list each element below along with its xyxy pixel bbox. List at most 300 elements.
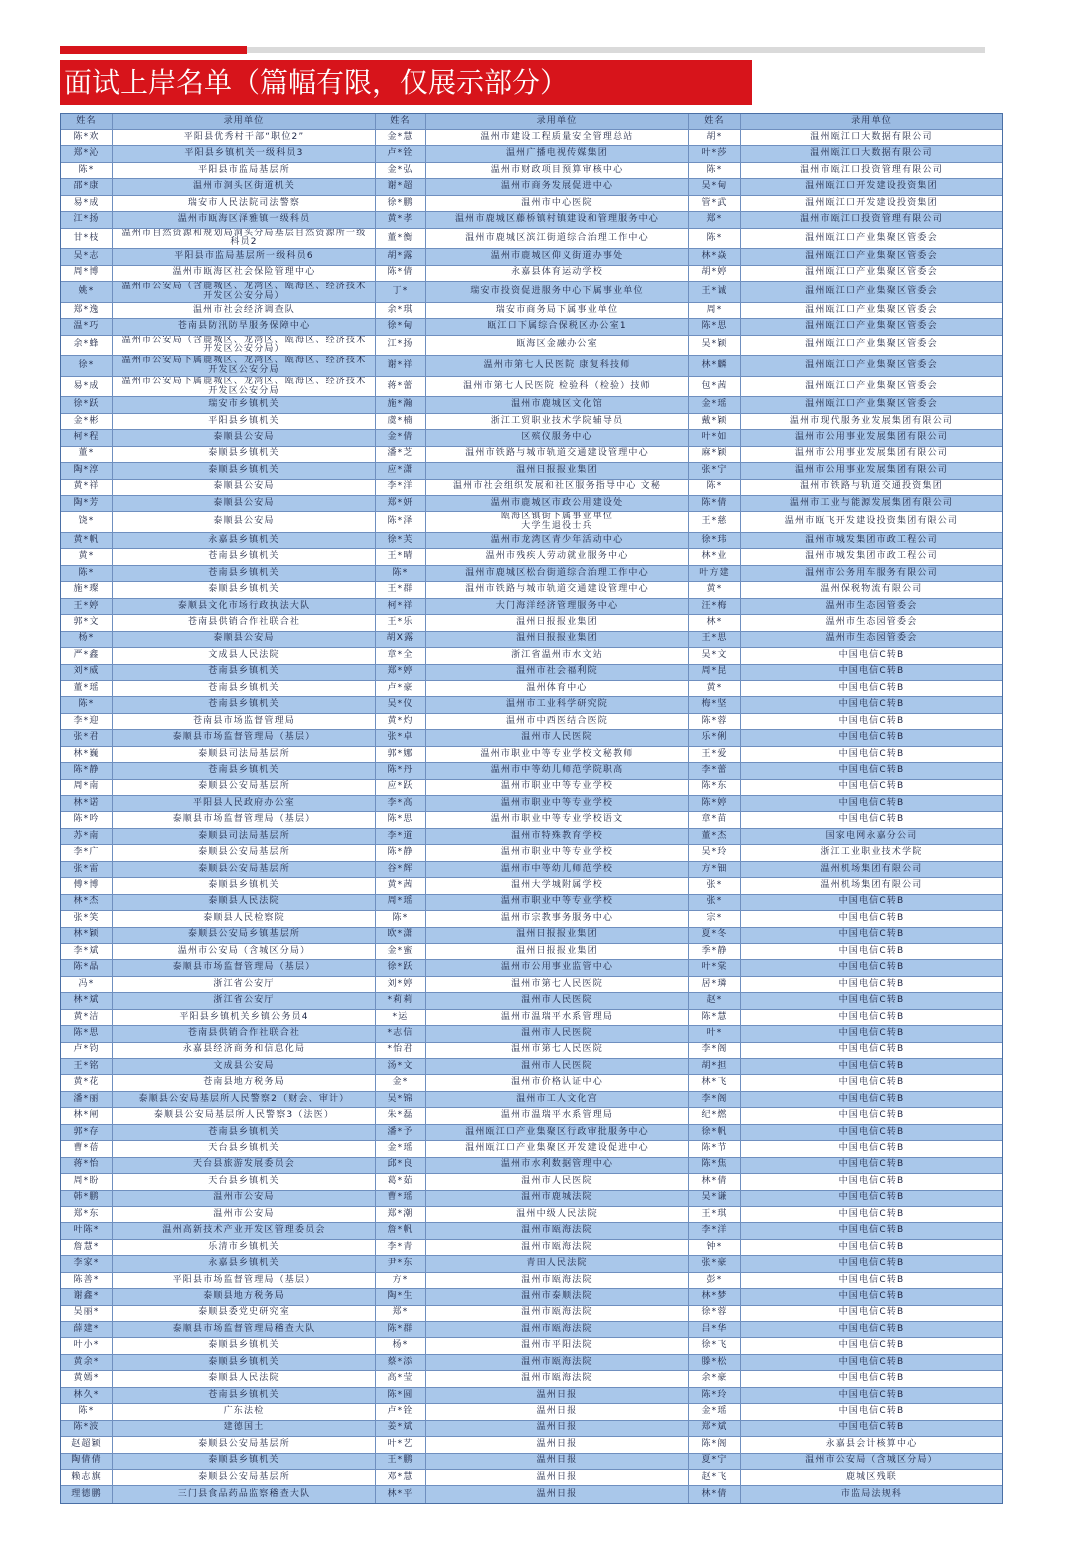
table-row xyxy=(61,763,1002,779)
unit-cell: 温州市职业中等专业学校语文 xyxy=(426,812,689,827)
name-cell: 王*乐 xyxy=(376,615,426,630)
name-cell: 李*蕾 xyxy=(689,763,741,778)
name-cell: 叶*莎 xyxy=(689,146,741,161)
unit-cell: 温州市鹿城区滨江街道综合治理工作中心 xyxy=(426,229,689,249)
table-row xyxy=(61,1289,1002,1305)
name-cell: 赖志旗 xyxy=(61,1470,113,1485)
unit-cell: 泰顺县市场监督管理局（基层） xyxy=(113,812,376,827)
unit-cell: 温州市生态园管委会 xyxy=(825,633,918,644)
table-row xyxy=(61,599,1002,615)
name-cell: 江*扬 xyxy=(376,336,426,356)
unit-cell: 温州市瓯江口投资管理有限公司 xyxy=(800,214,943,224)
unit-cell: 浙江省公安厅 xyxy=(113,977,376,992)
unit-cell: 大门海洋经济管理服务中心 xyxy=(426,599,689,614)
name-cell: 葛*茹 xyxy=(376,1174,426,1189)
name-cell: 江*扬 xyxy=(61,212,113,227)
name-cell: 王*琪 xyxy=(689,1207,741,1222)
table-row xyxy=(61,747,1002,763)
unit-cell: 建德国土 xyxy=(113,1421,376,1436)
name-cell: 薛建* xyxy=(61,1322,113,1337)
name-cell: 李*洋 xyxy=(376,480,426,495)
unit-cell: 泰顺县委党史研究室 xyxy=(113,1306,376,1321)
unit-cell: 永嘉县经济商务和信息化局 xyxy=(113,1043,376,1058)
name-cell: 欧*潇 xyxy=(376,928,426,943)
unit-cell: 温州市瓯海法院 xyxy=(426,1273,689,1288)
name-cell: 邓*慧 xyxy=(376,1470,426,1485)
unit-cell: 温州市价格认证中心 xyxy=(426,1075,689,1090)
unit-cell: 国家电网永嘉分公司 xyxy=(825,830,918,841)
unit-cell: 泰顺县公安局 xyxy=(113,480,376,495)
name-cell: 詹慧* xyxy=(61,1240,113,1255)
name-cell: 陈* xyxy=(689,229,741,249)
unit-cell: 泰顺县公安局基层所人民警察3（法医） xyxy=(113,1108,376,1123)
name-cell: 杨* xyxy=(61,632,113,647)
unit-cell: 温州市公安局（含鹿城区、龙湾区、瓯海区、经济技术开发区公安分局） xyxy=(113,336,376,356)
unit-cell: 温州市职业中等专业学校 xyxy=(426,895,689,910)
table-row xyxy=(61,336,1002,357)
name-cell: 陈* xyxy=(61,163,113,178)
table-row xyxy=(61,414,1002,430)
name-cell: 胡*露 xyxy=(376,249,426,264)
table-row xyxy=(61,146,1002,162)
name-cell: 陈*思 xyxy=(376,812,426,827)
name-cell: 梅*坚 xyxy=(689,697,741,712)
name-cell: 彭* xyxy=(689,1273,741,1288)
unit-cell: 中国电信C转B xyxy=(838,666,905,677)
table-row xyxy=(61,377,1002,398)
name-cell: 董*衡 xyxy=(376,229,426,249)
unit-cell: 中国电信C转B xyxy=(838,1406,905,1416)
unit-cell: 泰顺县公安局基层所 xyxy=(113,845,376,860)
table-row xyxy=(61,430,1002,446)
unit-cell: 瑞安市商务局下属事业单位 xyxy=(426,303,689,318)
unit-cell: 天台县乡镇机关 xyxy=(113,1174,376,1189)
name-cell: 张*卓 xyxy=(376,730,426,745)
name-cell: 郑*潮 xyxy=(376,1207,426,1222)
name-cell: *运 xyxy=(376,1010,426,1025)
name-cell: 陈*慧 xyxy=(689,1010,741,1025)
name-cell: 金*弘 xyxy=(376,163,426,178)
name-cell: 李*道 xyxy=(376,829,426,844)
unit-cell: 苍南县乡镇机关 xyxy=(113,681,376,696)
table-row xyxy=(61,1207,1002,1223)
name-cell: 尹*东 xyxy=(376,1256,426,1271)
table-row xyxy=(61,319,1002,335)
unit-cell: 天台县旅游发展委员会 xyxy=(113,1158,376,1173)
unit-cell: 温州市中等幼儿师范学院职高 xyxy=(426,763,689,778)
unit-cell: 平阳县市监局基层所一级科员6 xyxy=(113,249,376,264)
name-cell: 林*诺 xyxy=(61,796,113,811)
name-cell: 蔡*添 xyxy=(376,1355,426,1370)
unit-cell: 温州市工业科学研究院 xyxy=(426,697,689,712)
name-cell: 王*婷 xyxy=(61,599,113,614)
name-cell: 蒋*怡 xyxy=(61,1158,113,1173)
unit-cell: 中国电信C转B xyxy=(838,797,905,808)
unit-cell: 中国电信C转B xyxy=(838,1241,905,1252)
unit-cell: 温州日报 xyxy=(426,1437,689,1452)
unit-cell: 温州瓯江口产业集聚区管委会 xyxy=(805,267,938,278)
unit-cell: 平阳县市场监督管理局（基层） xyxy=(113,1273,376,1288)
name-cell: 王*群 xyxy=(376,582,426,597)
name-cell: 张* xyxy=(689,895,741,910)
unit-cell: 中国电信C转B xyxy=(838,748,905,759)
unit-cell: 中国电信C转B xyxy=(838,1175,905,1186)
unit-cell: 中国电信C转B xyxy=(838,1389,905,1400)
header-name-cell: 姓名 xyxy=(689,114,741,129)
table-row xyxy=(61,665,1002,681)
name-cell: 林*梦 xyxy=(689,1289,741,1304)
unit-cell: 温州市职业中等专业学校文秘教师 xyxy=(426,747,689,762)
name-cell: 金*瑶 xyxy=(689,1404,741,1419)
table-row xyxy=(61,1470,1002,1486)
unit-cell: 苍南县乡镇机关 xyxy=(113,763,376,778)
unit-cell: 温州日报报业集团 xyxy=(426,928,689,943)
name-cell: 李*青 xyxy=(376,1240,426,1255)
name-cell: 潘*予 xyxy=(376,1125,426,1140)
name-cell: 徐*飞 xyxy=(689,1338,741,1353)
table-row xyxy=(61,944,1002,960)
unit-cell: 温州市瓯海法院 xyxy=(426,1322,689,1337)
unit-cell: 苍南县乡镇机关 xyxy=(113,1125,376,1140)
unit-cell: 温州市铁路与城市轨道交通建设管理中心 xyxy=(426,582,689,597)
name-cell: 陈*倩 xyxy=(689,496,741,511)
table-row xyxy=(61,212,1002,228)
name-cell: 叶*棠 xyxy=(689,960,741,975)
name-cell: 卢*豪 xyxy=(376,681,426,696)
header-name-cell: 姓名 xyxy=(376,114,426,129)
name-cell: 杨* xyxy=(376,1338,426,1353)
name-cell: 胡*担 xyxy=(689,1059,741,1074)
name-cell: 乐*俐 xyxy=(689,730,741,745)
unit-cell: 瑞安市投资促进服务中心下属事业单位 xyxy=(426,282,689,302)
unit-cell: 中国电信C转B xyxy=(838,1044,905,1055)
unit-cell: 温州市瓯江口投资管理有限公司 xyxy=(800,164,943,175)
unit-cell: 中国电信C转B xyxy=(838,912,905,923)
table-row xyxy=(61,862,1002,878)
unit-cell: 温州市生态园管委会 xyxy=(825,600,918,611)
name-cell: 陈*玲 xyxy=(689,1388,741,1403)
name-cell: 徐*跃 xyxy=(376,960,426,975)
name-cell: 姚* xyxy=(61,282,113,302)
unit-cell: 永嘉县乡镇机关 xyxy=(113,1256,376,1271)
name-cell: 汪*梅 xyxy=(689,599,741,614)
name-cell: 徐*跃 xyxy=(61,397,113,412)
table-row xyxy=(61,1059,1002,1075)
title-banner xyxy=(60,60,752,105)
table-row xyxy=(61,1338,1002,1354)
name-cell: 蒋*蕾 xyxy=(376,377,426,397)
name-cell: 李家* xyxy=(61,1256,113,1271)
name-cell: 郑* xyxy=(689,212,741,227)
table-row xyxy=(61,1306,1002,1322)
unit-cell: 温州广播电视传媒集团 xyxy=(426,146,689,161)
table-row xyxy=(61,1092,1002,1108)
name-cell: 周*南 xyxy=(61,780,113,795)
unit-cell: 苍南县防汛防旱服务保障中心 xyxy=(113,319,376,334)
table-row xyxy=(61,1108,1002,1124)
unit-cell: 中国电信C转B xyxy=(838,1011,905,1022)
unit-cell: 苍南县地方税务局 xyxy=(113,1075,376,1090)
name-cell: 丁* xyxy=(376,282,426,302)
name-cell: 苏*南 xyxy=(61,829,113,844)
unit-cell: 温州市城发集团市政工程公司 xyxy=(805,551,938,562)
unit-cell: 浙江省温州市水文站 xyxy=(426,648,689,663)
name-cell: 黄* xyxy=(689,582,741,597)
name-cell: 陶*芳 xyxy=(61,496,113,511)
name-cell: 陈*焦 xyxy=(689,1158,741,1173)
name-cell: 吴丽* xyxy=(61,1306,113,1321)
name-cell: 潘*芝 xyxy=(376,447,426,462)
name-cell: 赵超颖 xyxy=(61,1437,113,1452)
unit-cell: 瑞安市人民法院司法警察 xyxy=(113,196,376,211)
page-title: 面试上岸名单（篇幅有限，仅展示部分） xyxy=(64,66,569,99)
unit-cell: 浙江省公安厅 xyxy=(113,993,376,1008)
unit-cell: 中国电信C转B xyxy=(838,929,905,940)
unit-cell: 文成县公安局 xyxy=(113,1059,376,1074)
name-cell: 林*飞 xyxy=(689,1075,741,1090)
name-cell: 章*苗 xyxy=(689,812,741,827)
name-cell: 董* xyxy=(61,447,113,462)
unit-cell: 平阳县人民政府办公室 xyxy=(113,796,376,811)
unit-cell: 温州市工业与能源发展集团有限公司 xyxy=(789,497,954,508)
name-cell: 赵*飞 xyxy=(689,1470,741,1485)
table-row xyxy=(61,960,1002,976)
unit-cell: 温州日报 xyxy=(426,1388,689,1403)
name-cell: 李*高 xyxy=(376,796,426,811)
unit-cell: 温州市泰顺法院 xyxy=(426,1289,689,1304)
unit-cell: 温州市瓯海法院 xyxy=(426,1371,689,1386)
name-cell: 陈*丹 xyxy=(376,763,426,778)
name-cell: 李*迎 xyxy=(61,714,113,729)
unit-cell: 温州市人民医院 xyxy=(426,1059,689,1074)
name-cell: 施*瀚 xyxy=(376,397,426,412)
name-cell: 黄嫣* xyxy=(61,1371,113,1386)
table-row xyxy=(61,1158,1002,1174)
unit-cell: 温州体育中心 xyxy=(426,681,689,696)
unit-cell: 泰顺县司法局基层所 xyxy=(113,829,376,844)
name-cell: 陈*思 xyxy=(61,1026,113,1041)
unit-cell: 浙江工贸职业技术学院辅导员 xyxy=(426,414,689,429)
name-cell: 曹*蓓 xyxy=(61,1141,113,1156)
table-row xyxy=(61,1355,1002,1371)
table-row xyxy=(61,480,1002,496)
unit-cell: 温州市人民医院 xyxy=(426,1174,689,1189)
unit-cell: 温州市瓯海法院 xyxy=(426,1240,689,1255)
unit-cell: 中国电信C转B xyxy=(838,1356,905,1367)
table-row xyxy=(61,1273,1002,1289)
name-cell: 林*业 xyxy=(689,549,741,564)
name-cell: 林* xyxy=(689,615,741,630)
unit-cell: 温州保税物流有限公司 xyxy=(820,584,923,595)
name-cell: 包*茜 xyxy=(689,377,741,397)
name-cell: 叶方建 xyxy=(689,566,741,581)
name-cell: 朱*磊 xyxy=(376,1108,426,1123)
name-cell: 谢鑫* xyxy=(61,1289,113,1304)
name-cell: 徐*帆 xyxy=(689,1125,741,1140)
unit-cell: 温州市公务用车服务有限公司 xyxy=(805,567,938,578)
table-row xyxy=(61,1486,1002,1502)
unit-cell: 中国电信C转B xyxy=(838,814,905,825)
header-unit-cell: 录用单位 xyxy=(426,114,689,129)
table-row xyxy=(61,1404,1002,1420)
unit-cell: 温州市公用事业发展集团有限公司 xyxy=(794,448,948,459)
name-cell: 施*璨 xyxy=(61,582,113,597)
unit-cell: 温州市职业中等专业学校 xyxy=(426,780,689,795)
table-row xyxy=(61,648,1002,664)
header-unit-cell: 录用单位 xyxy=(113,114,376,129)
name-cell: 陈* xyxy=(376,566,426,581)
unit-cell: 平阳县市监局基层所 xyxy=(113,163,376,178)
unit-cell: 中国电信C转B xyxy=(838,1143,905,1153)
table-row xyxy=(61,1026,1002,1042)
unit-cell: 中国电信C转B xyxy=(838,945,905,956)
name-cell: 郑*妍 xyxy=(376,496,426,511)
name-cell: 陈*泽 xyxy=(376,512,426,532)
unit-cell: 泰顺县公安局 xyxy=(113,512,376,532)
table-row xyxy=(61,928,1002,944)
name-cell: 邱*良 xyxy=(376,1158,426,1173)
name-cell: 林*颖 xyxy=(61,928,113,943)
unit-cell: 泰顺县公安局基层所 xyxy=(113,862,376,877)
name-cell: 管*武 xyxy=(689,196,741,211)
unit-cell: 温州市社会组织发展和社区服务指导中心 文秘 xyxy=(426,480,689,495)
name-cell: 王*思 xyxy=(689,632,741,647)
name-cell: 王*爱 xyxy=(689,747,741,762)
unit-cell: 温州市中等幼儿师范学校 xyxy=(426,862,689,877)
unit-cell: 温州瓯江口产业集聚区管委会 xyxy=(805,380,938,391)
unit-cell: 中国电信C转B xyxy=(838,1373,905,1384)
unit-cell: 中国电信C转B xyxy=(838,699,905,710)
name-cell: 黄*灼 xyxy=(376,714,426,729)
name-cell: 陈*圆 xyxy=(376,1388,426,1403)
table-row xyxy=(61,615,1002,631)
name-cell: 吴*锦 xyxy=(376,1092,426,1107)
top-divider-line xyxy=(247,47,985,53)
unit-cell: 温州市第七人民医院 xyxy=(426,1043,689,1058)
unit-cell: 中国电信C转B xyxy=(838,1422,905,1433)
unit-cell: 中国电信C转B xyxy=(838,1225,905,1236)
name-cell: *志信 xyxy=(376,1026,426,1041)
unit-cell: 温州日报报业集团 xyxy=(426,463,689,478)
table-row xyxy=(61,1043,1002,1059)
unit-cell: 温州瓯江口产业集聚区管委会 xyxy=(805,320,938,331)
unit-cell: 温州瓯江口开发建设投资集团 xyxy=(805,197,938,208)
unit-cell: 泰顺县乡镇机关 xyxy=(113,463,376,478)
unit-cell: 泰顺县公安局基层所人民警察2（财会、审计） xyxy=(113,1092,376,1107)
name-cell: 陈* xyxy=(689,163,741,178)
name-cell: 谢*超 xyxy=(376,179,426,194)
unit-cell: 泰顺县公安局基层所 xyxy=(113,1470,376,1485)
unit-cell: 中国电信C转B xyxy=(838,1258,905,1269)
unit-cell: 文成县人民法院 xyxy=(113,648,376,663)
unit-cell: 温州市瓯海法院 xyxy=(426,1306,689,1321)
unit-cell: 鹿城区残联 xyxy=(845,1471,897,1482)
name-cell: 李*广 xyxy=(61,845,113,860)
name-cell: 金*倩 xyxy=(376,430,426,445)
unit-cell: 泰顺县公安局 xyxy=(113,496,376,511)
name-cell: 柯*程 xyxy=(61,430,113,445)
name-cell: 叶陈* xyxy=(61,1223,113,1238)
table-row xyxy=(61,730,1002,746)
name-cell: 陈*婷 xyxy=(689,796,741,811)
name-cell: 韩*鹏 xyxy=(61,1191,113,1206)
unit-cell: 中国电信C转B xyxy=(838,978,905,989)
name-cell: 理德鹏 xyxy=(61,1486,113,1502)
unit-cell: 温州高新技术产业开发区管理委员会 xyxy=(113,1223,376,1238)
name-cell: 叶*如 xyxy=(689,430,741,445)
table-row xyxy=(61,1322,1002,1338)
name-cell: 郑* xyxy=(376,1306,426,1321)
unit-cell: 温州市瓯海区社会保险管理中心 xyxy=(113,266,376,281)
name-cell: 金*彬 xyxy=(61,414,113,429)
unit-cell: 泰顺县乡镇机关 xyxy=(113,582,376,597)
table-row xyxy=(61,163,1002,179)
name-cell: 林*平 xyxy=(376,1486,426,1502)
table-row xyxy=(61,582,1002,598)
unit-cell: 泰顺县乡镇机关 xyxy=(113,1338,376,1353)
unit-cell: 温州市第七人民医院 检验科（检验）技师 xyxy=(426,377,689,397)
unit-cell: 温州市自然资源和规划局洞头分局基层自然资源所一级科员2 xyxy=(113,229,376,249)
unit-cell: 中国电信C转B xyxy=(838,1159,905,1170)
name-cell: 高*莹 xyxy=(376,1371,426,1386)
unit-cell: 温州市人民医院 xyxy=(426,1026,689,1041)
unit-cell: 泰顺县人民法院 xyxy=(113,1371,376,1386)
unit-cell: 温州市社会福利院 xyxy=(426,665,689,680)
table-row xyxy=(61,1240,1002,1256)
name-cell: 陈*东 xyxy=(689,780,741,795)
table-row xyxy=(61,533,1002,549)
table-row xyxy=(61,681,1002,697)
unit-cell: 泰顺县人民检察院 xyxy=(113,911,376,926)
name-cell: 张*豪 xyxy=(689,1256,741,1271)
name-cell: 应*潇 xyxy=(376,463,426,478)
name-cell: 余*琪 xyxy=(376,303,426,318)
unit-cell: 苍南县乡镇机关 xyxy=(113,566,376,581)
table-row xyxy=(61,179,1002,195)
table-row xyxy=(61,1174,1002,1190)
unit-cell: 温州市建设工程质量安全管理总站 xyxy=(426,130,689,145)
unit-cell: 苍南县供销合作社联合社 xyxy=(113,615,376,630)
name-cell: 温*巧 xyxy=(61,319,113,334)
name-cell: 黄*孝 xyxy=(376,212,426,227)
table-row xyxy=(61,1421,1002,1437)
table-row xyxy=(61,356,1002,377)
unit-cell: 温州市职业中等专业学校 xyxy=(426,796,689,811)
name-cell: 陶倩倩 xyxy=(61,1454,113,1469)
unit-cell: 泰顺县司法局基层所 xyxy=(113,747,376,762)
name-cell: 吴*仪 xyxy=(376,697,426,712)
name-cell: 王*铭 xyxy=(61,1059,113,1074)
name-cell: 郭*娜 xyxy=(376,747,426,762)
name-cell: 滕*松 xyxy=(689,1355,741,1370)
name-cell: 余*蜂 xyxy=(61,336,113,356)
unit-cell: 泰顺县公安局基层所 xyxy=(113,1437,376,1452)
name-cell: 陶*淳 xyxy=(61,463,113,478)
unit-cell: 温州市中心医院 xyxy=(426,196,689,211)
name-cell: 陈*欢 xyxy=(61,130,113,145)
name-cell: 叶小* xyxy=(61,1338,113,1353)
unit-cell: 中国电信C转B xyxy=(838,1060,905,1071)
header-unit-cell: 录用单位 xyxy=(851,115,892,126)
unit-cell: 温州大学城附属学校 xyxy=(426,878,689,893)
unit-cell: 温州市鹿城区仰义街道办事处 xyxy=(426,249,689,264)
name-cell: 张*笑 xyxy=(61,911,113,926)
table-row xyxy=(61,196,1002,212)
unit-cell: 温州瓯江口大数据有限公司 xyxy=(810,148,933,159)
name-cell: 易*成 xyxy=(61,196,113,211)
unit-cell: 温州瓯江口产业集聚区管委会 xyxy=(805,232,938,243)
name-cell: 刘*威 xyxy=(61,665,113,680)
